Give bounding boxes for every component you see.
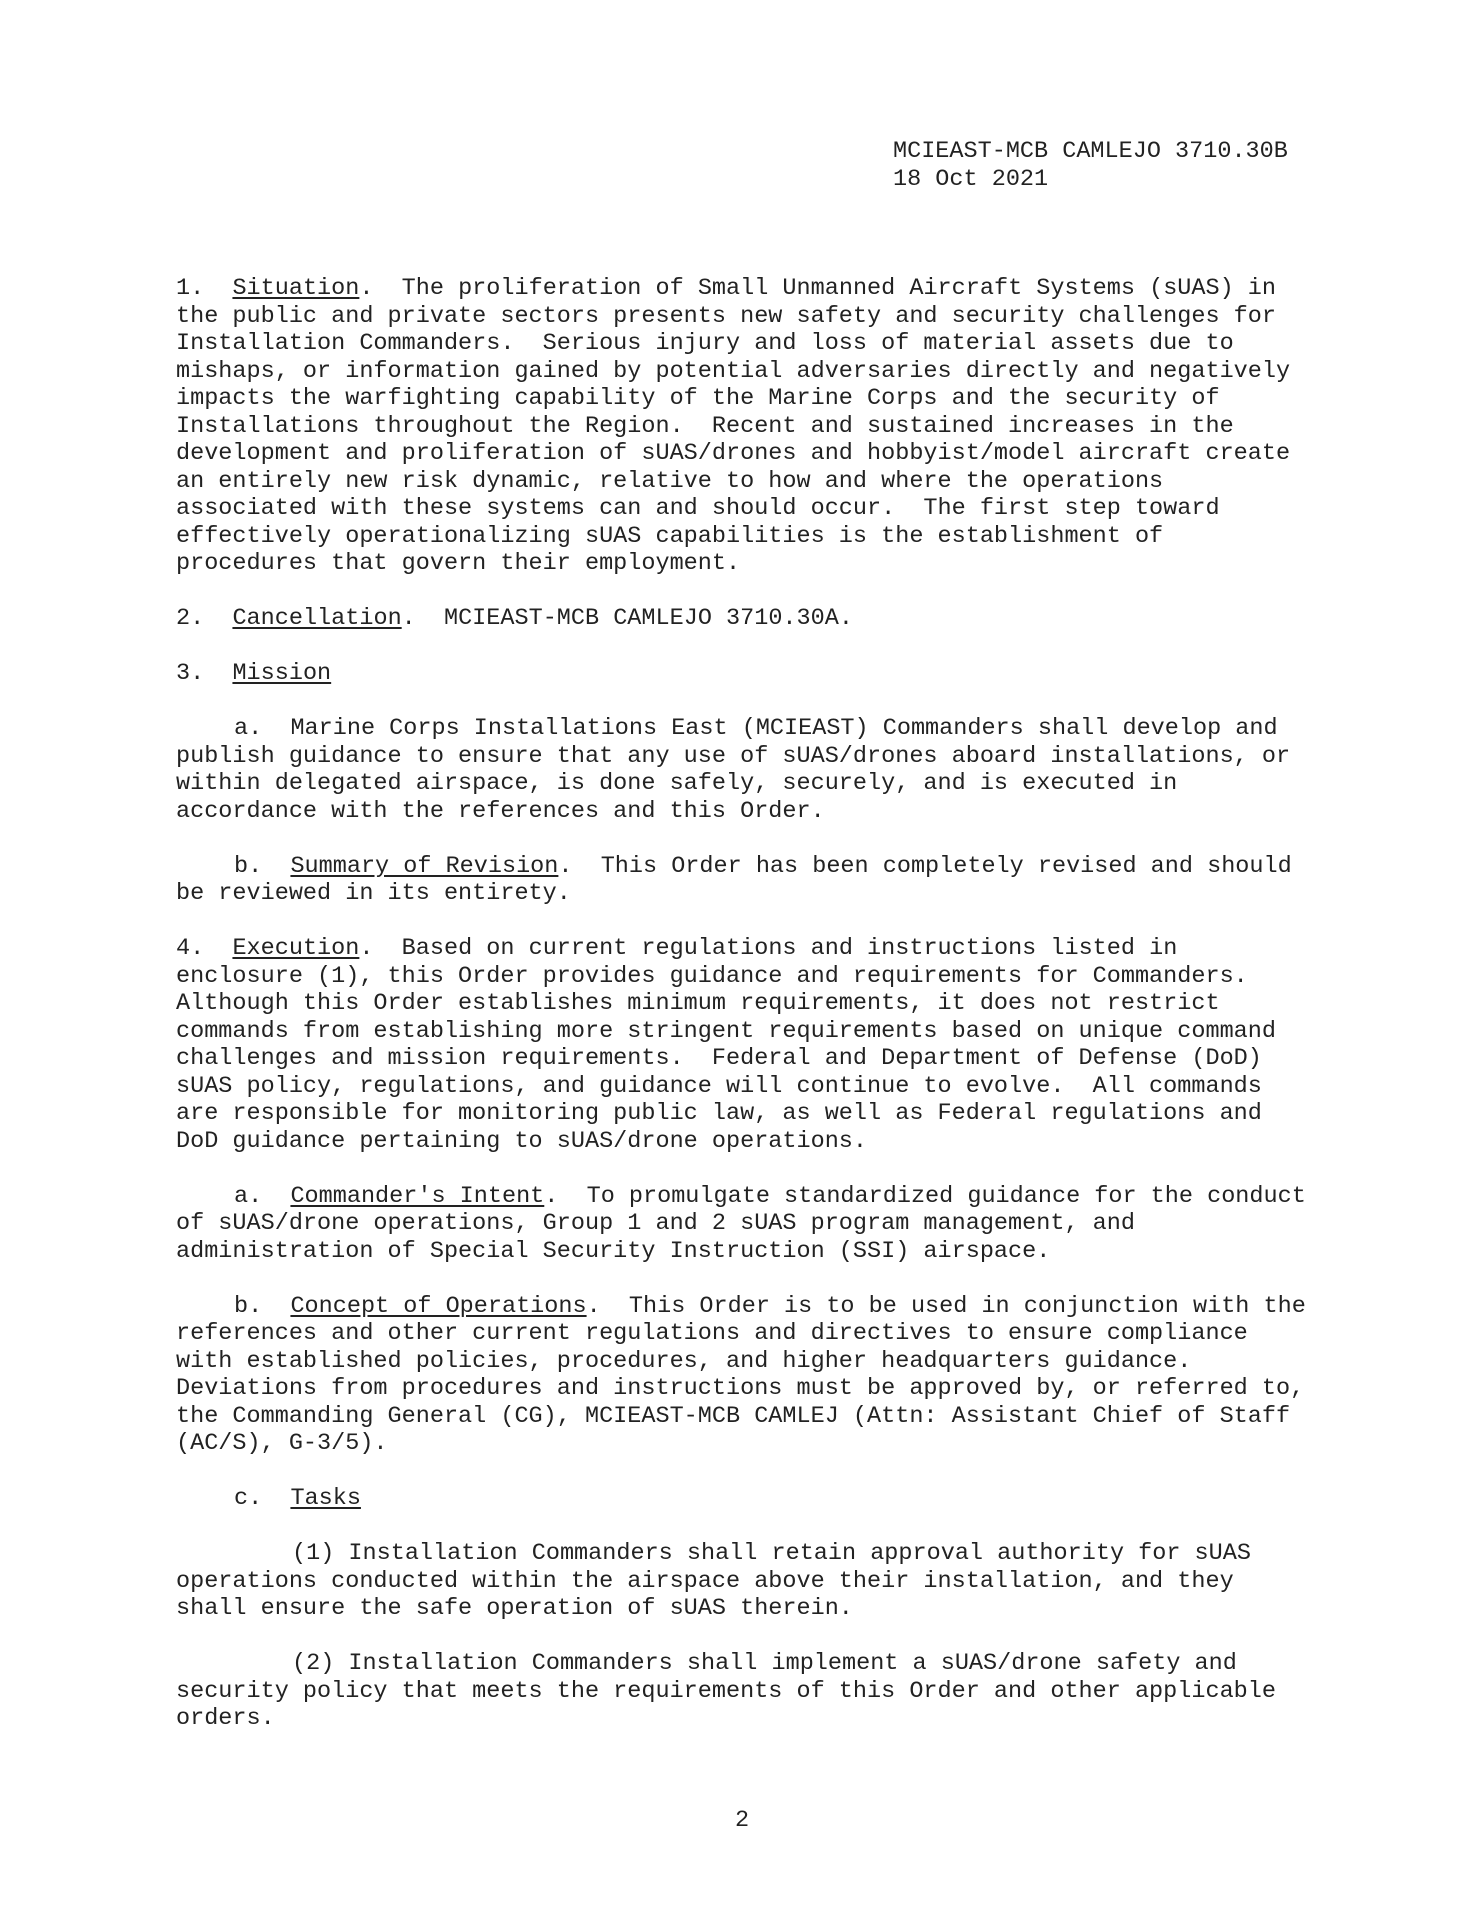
section-title: Cancellation xyxy=(232,605,402,632)
subsection-4a-commanders-intent xyxy=(176,1182,1320,1266)
subsection-label: c. xyxy=(234,1485,263,1512)
section-1-situation xyxy=(176,275,1316,578)
page-number: 2 xyxy=(734,1807,750,1834)
subsection-text: . To promulgate standardized guidance for the conduct of sUAS/drone operations, Group 1 and 2 sUAS program management, and administration of Special Security Instruction (SSI) airspace. xyxy=(176,1182,1320,1265)
subsection-4c-tasks xyxy=(176,1485,1316,1513)
subsection-label: a. xyxy=(234,715,263,742)
section-title: Execution xyxy=(232,935,360,962)
order-body xyxy=(176,275,1320,1760)
subsection-title: Tasks xyxy=(290,1485,361,1512)
section-text: . Based on current regulations and instructions listed in enclosure (1), this Order provides guidance and requirements for Commanders. Although this Order establishes minimum requirements, it does not restrict commands from establishing more stringent requirements based on unique command challenges and mission requirements. Federal and Department of Defense (DoD) sUAS policy, regulations, and guidance will continue to evolve. All commands are responsible for monitoring public law, as well as Federal regulations and DoD guidance pertaining to sUAS/drone operations. xyxy=(176,935,1291,1155)
task-label: (1) xyxy=(292,1540,335,1567)
subsection-label: a. xyxy=(234,1182,263,1210)
section-number: 4. xyxy=(176,935,205,962)
subsection-4b-concept-of-operations xyxy=(176,1292,1320,1458)
section-4-execution xyxy=(176,935,1316,1155)
task-text: Installation Commanders shall retain approval authority for sUAS operations conducted within the airspace above their installation, and they shall ensure the safe operation of sUAS therein. xyxy=(176,1540,1266,1622)
section-2-cancellation xyxy=(176,605,1316,633)
subsection-text: . This Order is to be used in conjunction with the references and other current regulations and directives to ensure compliance with established policies, procedures, and higher headquarters guidance. Deviations from procedures and instructions must be approved by, or referred to, the Commanding General (CG), MCIEAST-MCB CAMLEJ (Attn: Assistant Chief of Staff (AC/S), G-3/5). xyxy=(176,1292,1320,1457)
subsection-label: b. xyxy=(234,852,263,880)
subsection-label: b. xyxy=(234,1292,263,1320)
section-number: 1. xyxy=(176,275,205,302)
subsection-title: Summary of Revision xyxy=(290,852,559,880)
task-label: (2) xyxy=(292,1650,335,1677)
subsection-3a xyxy=(176,715,1316,825)
subsection-title: Commander's Intent xyxy=(290,1182,545,1210)
task-item xyxy=(176,1650,1316,1733)
section-title: Mission xyxy=(232,660,332,687)
section-title: Situation xyxy=(232,275,360,302)
subsection-3b-summary-of-revision xyxy=(176,853,1316,908)
order-number: MCIEAST-MCB CAMLEJO 3710.30B xyxy=(893,138,1288,165)
section-number: 2. xyxy=(176,605,205,632)
subsection-text: Marine Corps Installations East (MCIEAST) Commanders shall develop and publish guidance to ensure that any use of sUAS/drones aboard installations, or within delegated airspace, is done safely, securely, and is executed in accordance with the references and this Order. xyxy=(176,715,1305,825)
subsection-text: . This Order has been completely revised and should be reviewed in its entirety. xyxy=(176,852,1306,907)
task-item xyxy=(176,1540,1316,1623)
order-header xyxy=(893,138,1288,193)
section-text: . MCIEAST-MCB CAMLEJO 3710.30A. xyxy=(401,605,853,632)
order-date: 18 Oct 2021 xyxy=(893,165,1049,193)
subsection-title: Concept of Operations xyxy=(290,1292,587,1320)
section-text: . The proliferation of Small Unmanned Aircraft Systems (sUAS) in the public and private sectors presents new safety and security challenges for Installation Commanders. Serious injury and loss of material assets due to mishaps, or information gained by potential adversaries directly and negatively impacts the warfighting capability of the Marine Corps and the security of Installations throughout the Region. Recent and sustained increases in the development and proliferation of sUAS/drones and hobbyist/model aircraft create an entirely new risk dynamic, relative to how and where the operations associated with these systems can and should occur. The first step toward effectively operationalizing sUAS capabilities is the establishment of procedures that govern their employment. xyxy=(176,275,1305,577)
task-text: Installation Commanders shall implement a sUAS/drone safety and security policy that meets the requirements of this Order and other applicable orders. xyxy=(176,1650,1291,1732)
section-3-mission xyxy=(176,660,1316,688)
section-number: 3. xyxy=(176,660,205,687)
